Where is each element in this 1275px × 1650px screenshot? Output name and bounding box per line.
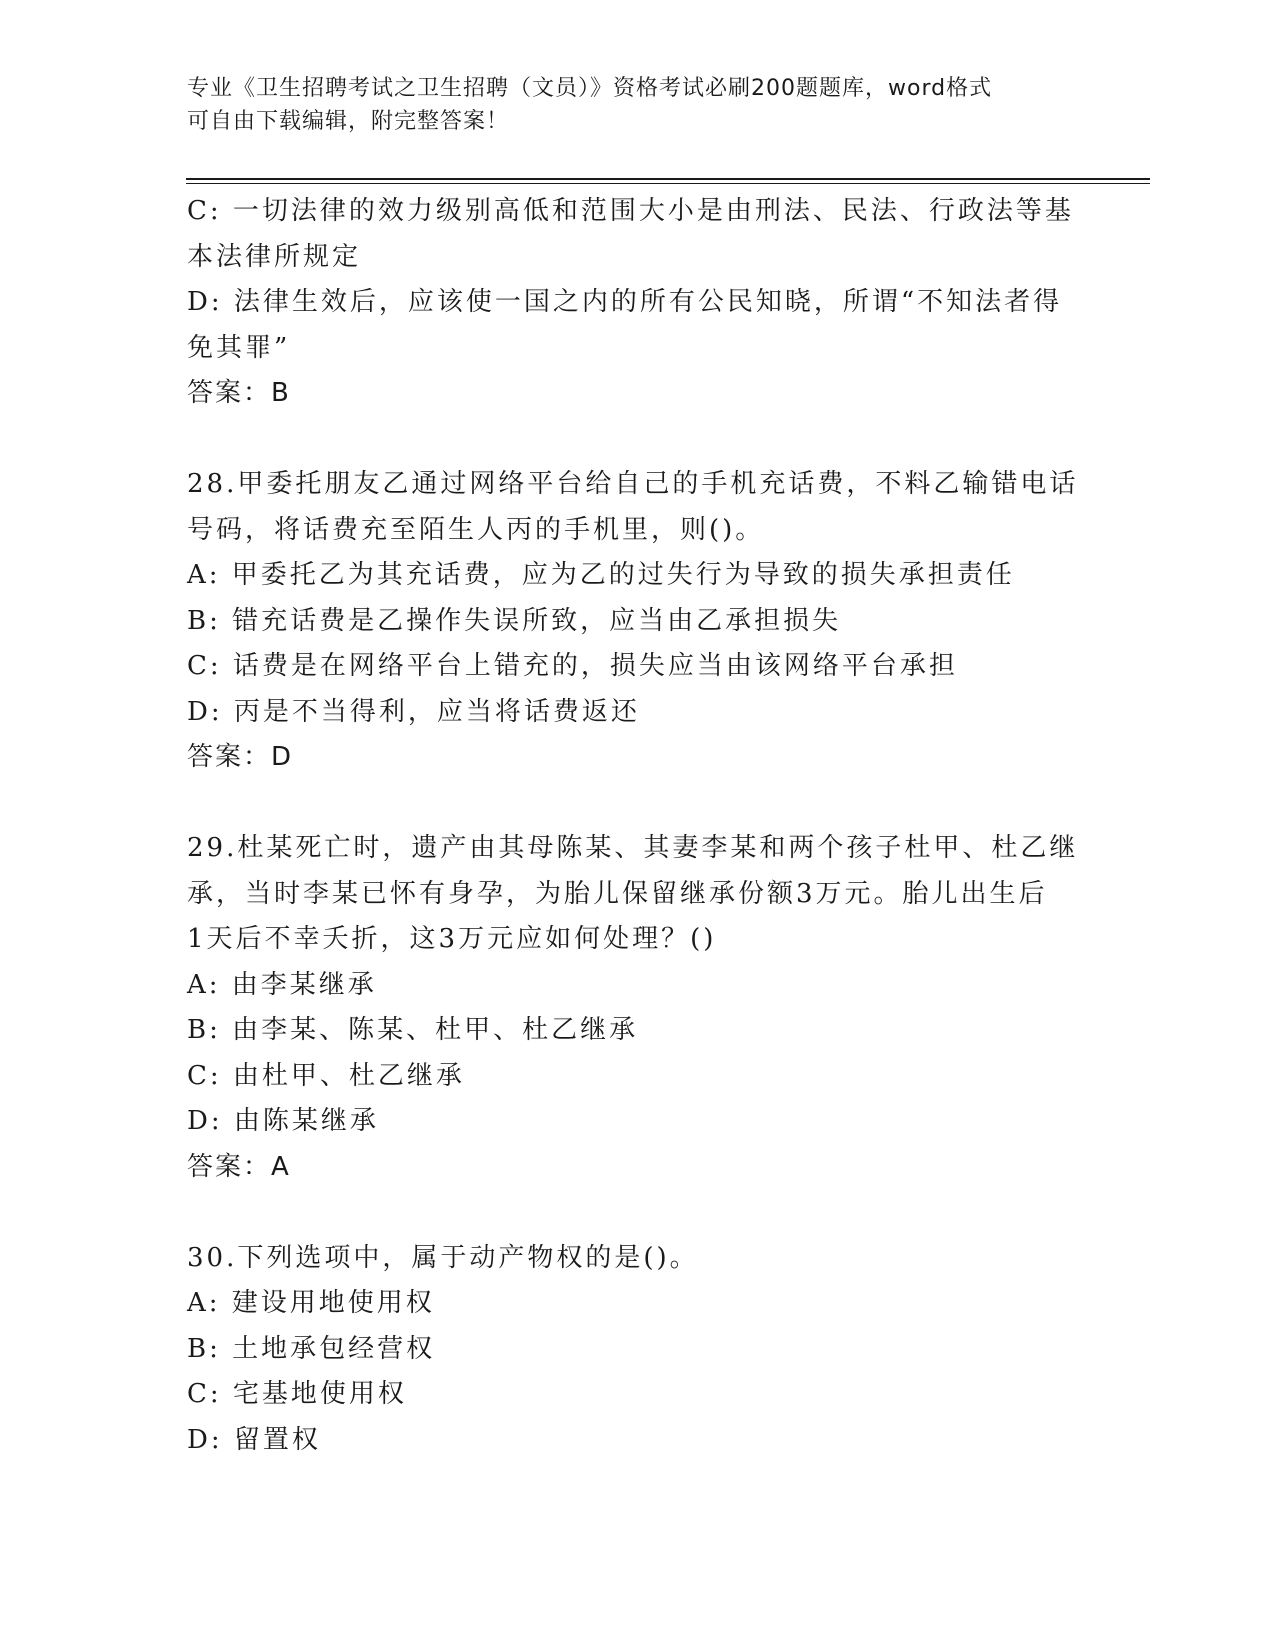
option-a: A: 由李某继承 — [187, 969, 377, 1000]
question-stem-line-1: 29.杜某死亡时，遗产由其母陈某、其妻李某和两个孩子杜甲、杜乙继 — [187, 833, 1079, 863]
question-29 — [187, 826, 1087, 1190]
header-divider-thin — [186, 183, 1150, 184]
option-c: C: 话费是在网络平台上错充的，损失应当由该网络平台承担 — [187, 651, 958, 681]
question-stem-line-2: 承，当时李某已怀有身孕，为胎儿保留继承份额3万元。胎儿出生后 — [187, 878, 1048, 909]
answer-29: 答案：A — [187, 1151, 291, 1182]
header-line-2: 可自由下载编辑，附完整答案！ — [187, 109, 510, 134]
option-d: D: 由陈某继承 — [187, 1106, 379, 1136]
option-c: C: 由杜甲、杜乙继承 — [187, 1060, 465, 1091]
spacer — [187, 781, 1087, 827]
option-d: D: 丙是不当得利，应当将话费返还 — [187, 696, 640, 727]
option-a: A: 建设用地使用权 — [187, 1288, 435, 1318]
question-stem-line-1: 28.甲委托朋友乙通过网络平台给自己的手机充话费，不料乙输错电话 — [187, 469, 1079, 499]
question-28 — [187, 462, 1087, 781]
option-b: B: 土地承包经营权 — [187, 1333, 436, 1364]
question-list — [187, 189, 1087, 1463]
question-27-tail — [187, 189, 1087, 417]
spacer — [187, 1190, 1087, 1236]
option-c: C: 宅基地使用权 — [187, 1379, 407, 1409]
option-b: B: 由李某、陈某、杜甲、杜乙继承 — [187, 1015, 639, 1045]
option-d: D: 留置权 — [187, 1424, 321, 1455]
option-d-line-2: 免其罪” — [187, 332, 291, 363]
question-30 — [187, 1236, 1087, 1464]
option-c-line-2: 本法律所规定 — [187, 241, 362, 272]
answer-27: 答案：B — [187, 378, 291, 408]
question-stem-line-3: 1天后不幸夭折，这3万元应如何处理？() — [187, 924, 717, 954]
spacer — [187, 417, 1087, 463]
option-c-line-1: C: 一切法律的效力级别高低和范围大小是由刑法、民法、行政法等基 — [187, 196, 1074, 226]
document-header — [187, 72, 1087, 138]
question-stem-line-2: 号码，将话费充至陌生人丙的手机里，则()。 — [187, 514, 765, 545]
header-line-1: 专业《卫生招聘考试之卫生招聘（文员）》资格考试必刷200题题库，word格式 — [187, 76, 993, 101]
answer-28: 答案：D — [187, 742, 294, 772]
option-d-line-1: D: 法律生效后，应该使一国之内的所有公民知晓，所谓“不知法者得 — [187, 287, 1063, 317]
header-divider-thick — [186, 178, 1150, 180]
option-a: A: 甲委托乙为其充话费，应为乙的过失行为导致的损失承担责任 — [187, 560, 1015, 590]
question-stem-line-1: 30.下列选项中，属于动产物权的是()。 — [187, 1242, 699, 1273]
option-b: B: 错充话费是乙操作失误所致，应当由乙承担损失 — [187, 605, 842, 636]
